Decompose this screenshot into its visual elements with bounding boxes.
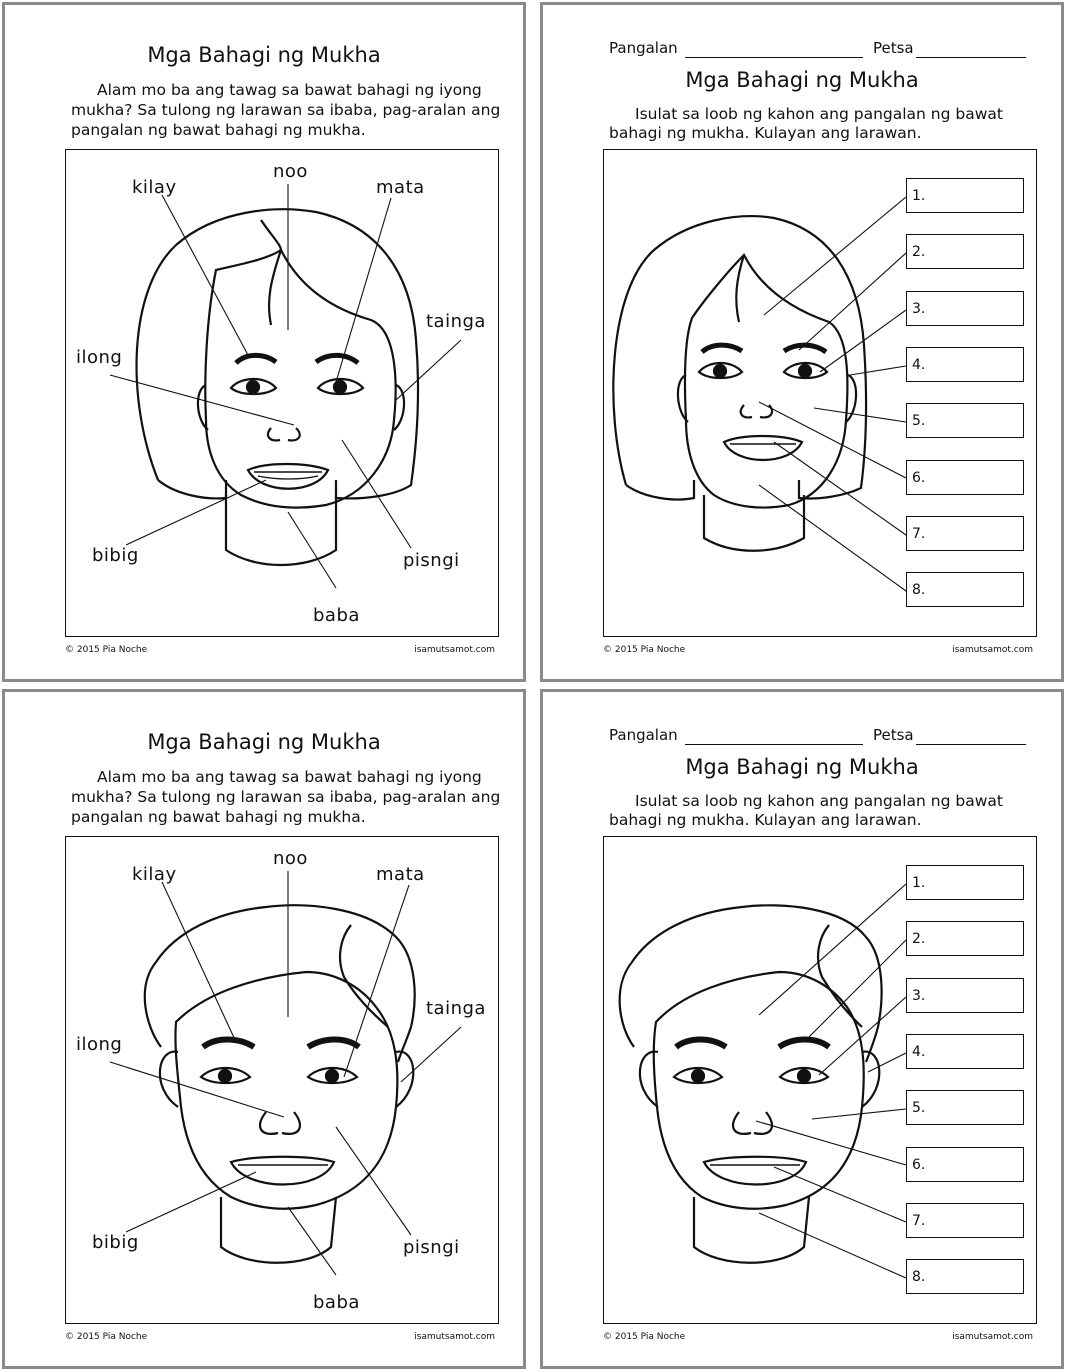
answer-box[interactable]: 1. [906,178,1024,213]
intro-text [609,105,1049,142]
page-title: Mga Bahagi ng Mukha [147,43,381,67]
label-kilay: kilay [132,177,177,198]
intro-text [71,80,511,140]
boy-face-illustration [604,837,1038,1325]
girl-worksheet-sheet [540,2,1064,682]
name-label: Pangalan [609,726,678,744]
label-mata: mata [376,177,425,198]
intro-line: pangalan ng bawat bahagi ng mukha. [71,808,366,826]
copyright: © 2015 Pia Noche [603,645,686,655]
website-credit: isamutsamot.com [952,1332,1033,1342]
intro-line: Isulat sa loob ng kahon ang pangalan ng bawat [635,792,1003,810]
label-tainga: tainga [426,311,486,332]
intro-line: bahagi ng mukha. Kulayan ang larawan. [609,123,922,142]
copyright: © 2015 Pia Noche [65,1332,148,1342]
page-title: Mga Bahagi ng Mukha [147,730,381,754]
answer-box[interactable]: 7. [906,516,1024,551]
date-label: Petsa [873,39,914,57]
intro-line: Alam mo ba ang tawag sa bawat bahagi ng iyong [97,81,482,99]
label-ilong: ilong [76,347,123,368]
boy-reference-sheet [2,689,526,1369]
answer-box[interactable]: 4. [906,347,1024,382]
intro-text [609,792,1049,829]
answer-box[interactable]: 2. [906,921,1024,956]
label-kilay: kilay [132,864,177,885]
girl-reference-sheet [2,2,526,682]
illustration-frame [603,149,1037,637]
answer-box[interactable]: 2. [906,234,1024,269]
label-mata: mata [376,864,425,885]
copyright: © 2015 Pia Noche [603,1332,686,1342]
label-pisngi: pisngi [403,1237,460,1258]
label-tainga: tainga [426,998,486,1019]
website-credit: isamutsamot.com [952,645,1033,655]
page-title: Mga Bahagi ng Mukha [685,68,919,92]
label-bibig: bibig [92,1232,139,1253]
website-credit: isamutsamot.com [414,645,495,655]
website-credit: isamutsamot.com [414,1332,495,1342]
page-title: Mga Bahagi ng Mukha [685,755,919,779]
label-noo: noo [273,161,308,182]
answer-box[interactable]: 8. [906,1259,1024,1294]
date-line[interactable] [916,57,1026,58]
answer-box[interactable]: 6. [906,460,1024,495]
intro-line: Alam mo ba ang tawag sa bawat bahagi ng iyong [97,768,482,786]
intro-line: mukha? Sa tulong ng larawan sa ibaba, pag-aralan ang [71,788,501,806]
intro-line: bahagi ng mukha. Kulayan ang larawan. [609,810,922,829]
label-bibig: bibig [92,545,139,566]
intro-line: Isulat sa loob ng kahon ang pangalan ng bawat [635,105,1003,123]
illustration-frame [65,836,499,1324]
label-ilong: ilong [76,1034,123,1055]
name-line[interactable] [685,57,863,58]
intro-line: mukha? Sa tulong ng larawan sa ibaba, pag-aralan ang [71,101,501,119]
answer-box[interactable]: 3. [906,291,1024,326]
label-baba: baba [313,1292,360,1313]
answer-box[interactable]: 1. [906,865,1024,900]
illustration-frame [603,836,1037,1324]
girl-face-illustration [604,150,1038,638]
date-line[interactable] [916,744,1026,745]
answer-box[interactable]: 4. [906,1034,1024,1069]
date-label: Petsa [873,726,914,744]
label-baba: baba [313,605,360,626]
boy-worksheet-sheet [540,689,1064,1369]
name-line[interactable] [685,744,863,745]
illustration-frame [65,149,499,637]
copyright: © 2015 Pia Noche [65,645,148,655]
intro-text [71,767,511,827]
label-pisngi: pisngi [403,550,460,571]
answer-box[interactable]: 5. [906,403,1024,438]
label-noo: noo [273,848,308,869]
answer-box[interactable]: 3. [906,978,1024,1013]
answer-box[interactable]: 8. [906,572,1024,607]
answer-box[interactable]: 5. [906,1090,1024,1125]
name-label: Pangalan [609,39,678,57]
intro-line: pangalan ng bawat bahagi ng mukha. [71,121,366,139]
answer-box[interactable]: 6. [906,1147,1024,1182]
answer-box[interactable]: 7. [906,1203,1024,1238]
